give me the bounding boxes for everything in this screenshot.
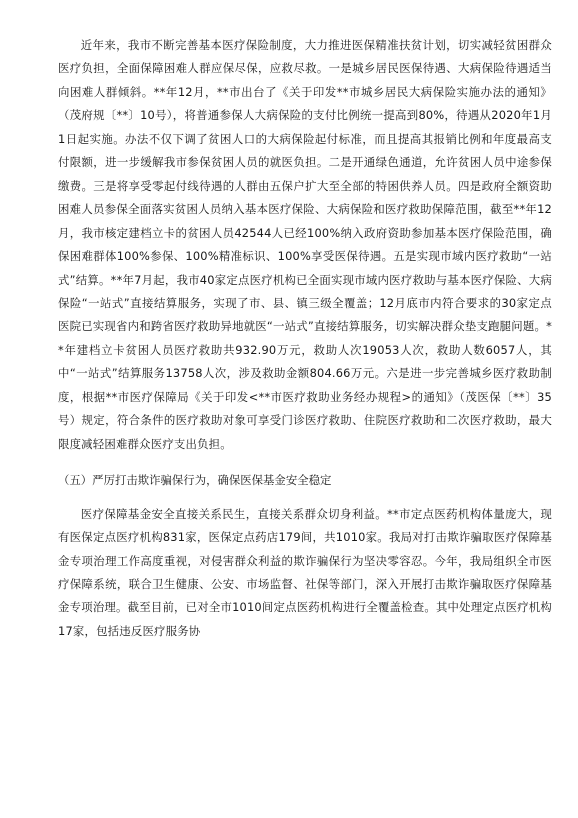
document-page: [58, 34, 552, 643]
section-heading-fraud-crackdown: （五）严厉打击欺诈骗保行为，确保医保基金安全稳定: [58, 473, 332, 488]
body-paragraph-medical-insurance-poverty-relief: 近年来，我市不断完善基本医疗保险制度，大力推进医保精准扶贫计划，切实减轻贫困群众医疗负担，全面保障困难人群应保尽保，应救尽救。一是城乡居民医保待遇、大病保险待遇适当向困难人群倾斜。**年12月，**市出台了《关于印发**市城乡居民大病保险实施办法的通知》（茂府规〔**〕10号），将普通参保人大病保险的支付比例统一提高到80%，待遇从2020年1月1日起实施。办法不仅下调了贫困人口的大病保险起付标准，而且提高其报销比例和年度最高支付限额，进一步缓解我市参保贫困人员的就医负担。二是开通绿色通道，允许贫困人员中途参保缴费。三是将享受零起付线待遇的人群由五保户扩大至全部的特困供养人员。四是政府全额资助困难人员参保全面落实贫困人员纳入基本医疗保险、大病保险和医疗救助保障范围，截至**年12月，我市核定建档立卡的贫困人员42544人已经100%纳入政府资助参加基本医疗保险范围，确保困难群体100%参保、100%精准标识、100%享受医保待遇。五是实现市域内医疗救助“一站式”结算。**年7月起，我市40家定点医疗机构已全面实现市域内医疗救助与基本医疗保险、大病保险“一站式”直接结算服务，实现了市、县、镇三级全覆盖；12月底市内符合要求的30家定点医院已实现省内和跨省医疗救助异地就医“一站式”直接结算服务，切实解决群众垫支跑腿问题。**年建档立卡贫困人员医疗救助共932.90万元，救助人次19053人次，救助人数6057人，其中“一站式”结算服务13758人次，涉及救助金额804.66万元。六是进一步完善城乡医疗救助制度，根据**市医疗保障局《关于印发<**市医疗救助业务经办规程>的通知》（茂医保〔**〕35号）规定，符合条件的医疗救助对象可享受门诊医疗救助、住院医疗救助和二次医疗救助，最大限度减轻困难群众医疗支出负担。: [58, 38, 552, 451]
body-paragraph-fund-safety: 医疗保障基金安全直接关系民生，直接关系群众切身利益。**市定点医药机构体量庞大，现有医保定点医疗机构831家，医保定点药店179间，共1010家。我局对打击欺诈骗取医疗保障基金专项治理工作高度重视，对侵害群众利益的欺诈骗保行为坚决零容忍。今年，我局组织全市医疗保障系统，联合卫生健康、公安、市场监督、社保等部门，深入开展打击欺诈骗取医疗保障基金专项治理。截至目前，已对全市1010间定点医药机构进行全覆盖检查。其中处理定点医疗机构17家，包括违反医疗服务协: [58, 506, 552, 638]
